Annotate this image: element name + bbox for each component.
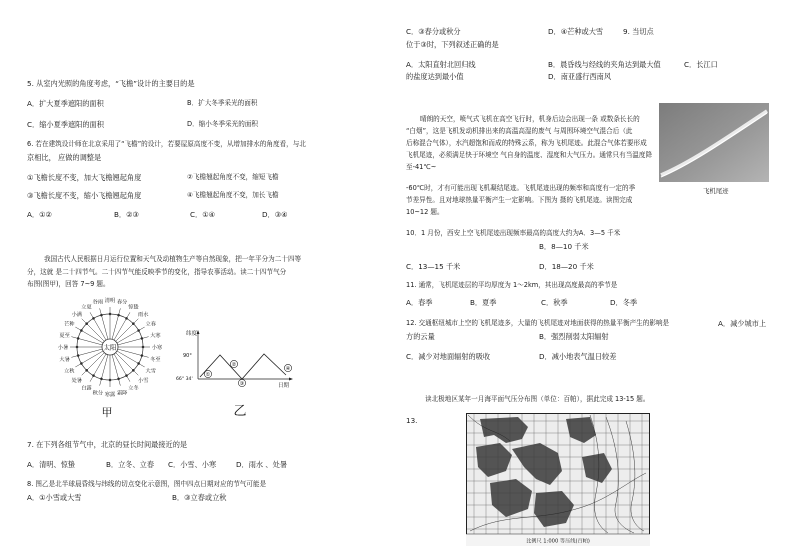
q9-option-d: D．南亚盛行西南风 (548, 72, 612, 81)
jia-term-label: 立夏 (81, 304, 92, 311)
q5-option-d: D．缩小冬季采光的面积 (187, 120, 259, 128)
q6-option-b: B．②③ (114, 210, 140, 219)
q8-option-d: D．④芒种或大雪 (548, 27, 604, 36)
jia-term-label: 芒种 (64, 321, 75, 328)
q12-option-a: A．减少城市上 (718, 319, 767, 328)
q6-item-2: ②飞檐翘起角度不变，缩短飞檐 (187, 173, 279, 181)
q7-option-c: C．小雪、小寒 (168, 460, 217, 469)
yi-y-title: 纬度 (186, 331, 198, 337)
q6-item-4: ④飞檐翘起角度不变，加长飞檐 (187, 191, 279, 199)
q6-option-a: A．①② (27, 210, 52, 219)
jia-spoke (100, 308, 108, 339)
jia-spoke (112, 355, 120, 386)
passage-line5: 至-41℃~ (406, 163, 437, 171)
passage-line2: “白烟”，这是飞机发动机排出来的高温高湿的废气 与周围环境空气混合后（此 (406, 127, 633, 135)
passage-line1: 晴朗的天空，喷气式飞机在高空飞行时，机身后边会出现一条 或数条长长的 (420, 115, 640, 123)
fig-jia-label: 甲 (101, 406, 113, 418)
jia-spoke (116, 319, 139, 342)
jia-term-label: 小满 (71, 311, 82, 318)
q9-option-a: A．太阳直射北回归线 (406, 60, 476, 69)
q9-option-b: B．晨昏线与经线的夹角达到最大值 (548, 60, 661, 69)
q12-option-d: D．减小地表气温日较差 (539, 352, 617, 361)
jia-term-label: 大寒 (150, 332, 161, 339)
photo-caption: 飞机尾迹 (703, 187, 729, 195)
q5-option-a: A．扩大夏季遮阳的面积 (27, 99, 104, 108)
q6-item-3: ③飞檐长度不变，缩小飞檐翘起角度 (27, 191, 142, 200)
jia-spoke (82, 353, 105, 376)
yi-mark-1: ① (205, 372, 211, 378)
jia-spoke (82, 319, 105, 342)
intro-line3: 布图(图甲)，回答 7~9 题。 (27, 280, 110, 288)
jia-term-label: 雨水 (138, 311, 149, 318)
q13-intro: 读北极地区某年一月海平面气压分布图（单位：百帕），据此完成 13-15 题。 (425, 395, 650, 403)
q13-number: 13. (406, 416, 418, 425)
jia-spoke (116, 353, 139, 376)
q12-option-b: B．强烈削弱太阳辐射 (539, 332, 609, 341)
q5-option-b: B．扩大冬季采光的面积 (187, 99, 258, 107)
q6-stem-line1: 6. 若在建筑设计师在北京采用了“飞檐”的设计，若要屋原高度不变，从增加排水的角度看，与北 (27, 140, 306, 148)
jia-term-label: 秋分 (92, 390, 104, 397)
q7-stem: 7. 在下列各组节气中，北京的昼长时间最接近的是 (27, 440, 188, 449)
yi-tick-90: 90° (183, 353, 192, 359)
contrail-photo (659, 103, 769, 182)
q8-option-b: B．③立春或立秋 (172, 493, 227, 502)
jia-term-label: 大雪 (145, 368, 156, 375)
q8-option-a: A．①小雪或大雪 (27, 493, 82, 502)
yi-x-title: 日期 (278, 383, 290, 389)
q11-option-b: B．夏季 (470, 298, 497, 307)
q6-item-1: ①飞檐长度不变，加大飞檐翘起角度 (27, 173, 142, 182)
jia-term-label: 立秋 (64, 368, 75, 375)
q8-stem: 8. 图乙是北半球晨昏线与纬线的切点变化示意图，图中四点日期对应的节气可能是 (27, 480, 267, 488)
q12-option-a-cont: 方的云量 (406, 332, 435, 341)
yi-tick-6634: 66° 34' (176, 377, 193, 382)
q11-option-c: C．秋季 (541, 298, 568, 307)
yi-mark-2: ② (231, 362, 237, 368)
q7-option-d: D．雨水 、处暑 (236, 460, 287, 469)
jia-spoke (100, 355, 108, 386)
jia-term-label: 惊蛰 (128, 304, 139, 311)
jia-term-label: 霜降 (116, 390, 128, 397)
jia-term-label: 立春 (145, 321, 156, 328)
q9-option-c-cont: 的盐度达到最小值 (406, 72, 464, 81)
jia-term-label: 立冬 (128, 385, 139, 392)
solar-terms-diagram-jia (48, 295, 178, 418)
q10-option-d: D．18—20 千米 (539, 262, 594, 271)
passage-line6: -60℃时，才有可能出现飞机凝结尾迹。飞机尾迹出现的频率和高度有一定的季 (406, 184, 636, 192)
q10-option-c: C．13—15 千米 (406, 262, 461, 271)
fig-yi-label: 乙 (233, 404, 247, 417)
arctic-pressure-map (466, 413, 650, 546)
jia-term-label: 大暑 (59, 357, 70, 364)
jia-term-label: 小暑 (57, 345, 69, 351)
q5-option-c: C．缩小夏季遮阳的面积 (27, 120, 104, 129)
q12-stem: 12. 交通枢纽城市上空的飞机尾迹多，大量的飞机尾迹对地面获得的热量平衡产生的影响是 (406, 319, 670, 327)
q11-stem: 11. 通常，飞机尾迹层的平均厚度为 1～2km，其出现高度最高的季节是 (406, 281, 618, 289)
jia-spoke (118, 337, 149, 345)
jia-term-label: 清明 (104, 298, 116, 304)
q11-option-d: D．冬季 (610, 298, 638, 307)
q9-number: 9. 当切点 (623, 27, 654, 36)
q6-option-d: D．③④ (262, 210, 288, 219)
jia-spoke (71, 349, 102, 357)
map-caption: 比例尺 1:000 等压线(百帕) (526, 538, 590, 545)
jia-term-label: 春分 (116, 299, 128, 306)
jia-term-label: 白露 (81, 385, 92, 392)
q12-option-c: C．减少对地面辐射的吸收 (406, 352, 491, 361)
jia-term-label: 冬至 (150, 357, 161, 364)
jia-spoke (118, 349, 149, 357)
q6-stem-line2: 京相比， 应做的调整是 (27, 153, 102, 162)
passage-line3: 后称混合气体），水汽超饱和而成的特殊云系，称为飞机尾迹。此混合气体若要形成 (406, 139, 647, 147)
q11-option-a: A．春季 (406, 298, 433, 307)
yi-mark-3: ③ (239, 381, 245, 387)
passage-line4: 飞机尾迹，必须满足快于环境空 气自身的温度、湿度和大气压力。通常只有当温度降 (406, 151, 653, 159)
jia-term-label: 小寒 (151, 345, 163, 351)
jia-center-label: 太阳 (103, 343, 117, 352)
q9-option-c: C．长江口 (684, 60, 718, 69)
tangent-point-chart-yi (176, 327, 304, 417)
q5-stem: 5. 从室内光照的角度考虑，“飞檐”设计的主要目的是 (27, 79, 195, 88)
passage-line7: 节差异性。且对地球热量平衡产生一定影响。下图为 摄的飞机尾迹。读图完成 (406, 196, 633, 204)
jia-term-label: 寒露 (104, 392, 116, 398)
passage-line8: 10~12 题。 (406, 208, 444, 216)
intro-line2: 分，这就 是二十四节气。二十四节气能反映季节的变化，指导农事活动。读二十四节气分 (27, 268, 287, 276)
yi-mark-4: ④ (285, 366, 291, 372)
jia-spoke (112, 308, 120, 339)
q10-stem: 10．1 月份，西安上空飞机尾迹出现频率最高的高度大约为A．3—5 千米 (406, 229, 621, 237)
jia-spoke (71, 337, 102, 345)
q10-option-b: B．8—10 千米 (539, 242, 589, 251)
q8-option-c: C．③春分或秋分 (406, 27, 461, 36)
jia-term-label: 处暑 (71, 378, 82, 385)
q7-option-b: B．立冬、立春 (106, 460, 155, 469)
q9-stem: 位于③时，下列叙述正确的是 (406, 40, 499, 49)
q6-option-c: C．①④ (190, 210, 216, 219)
jia-term-label: 小雪 (138, 378, 149, 385)
jia-term-label: 谷雨 (92, 299, 104, 306)
intro-line1: 我国古代人民根据日月运行位置和天气及动植物生产等自然现象，把一年平分为二十四等 (44, 255, 302, 263)
q7-option-a: A．清明、惊蛰 (27, 460, 76, 469)
jia-term-label: 夏至 (59, 332, 70, 339)
